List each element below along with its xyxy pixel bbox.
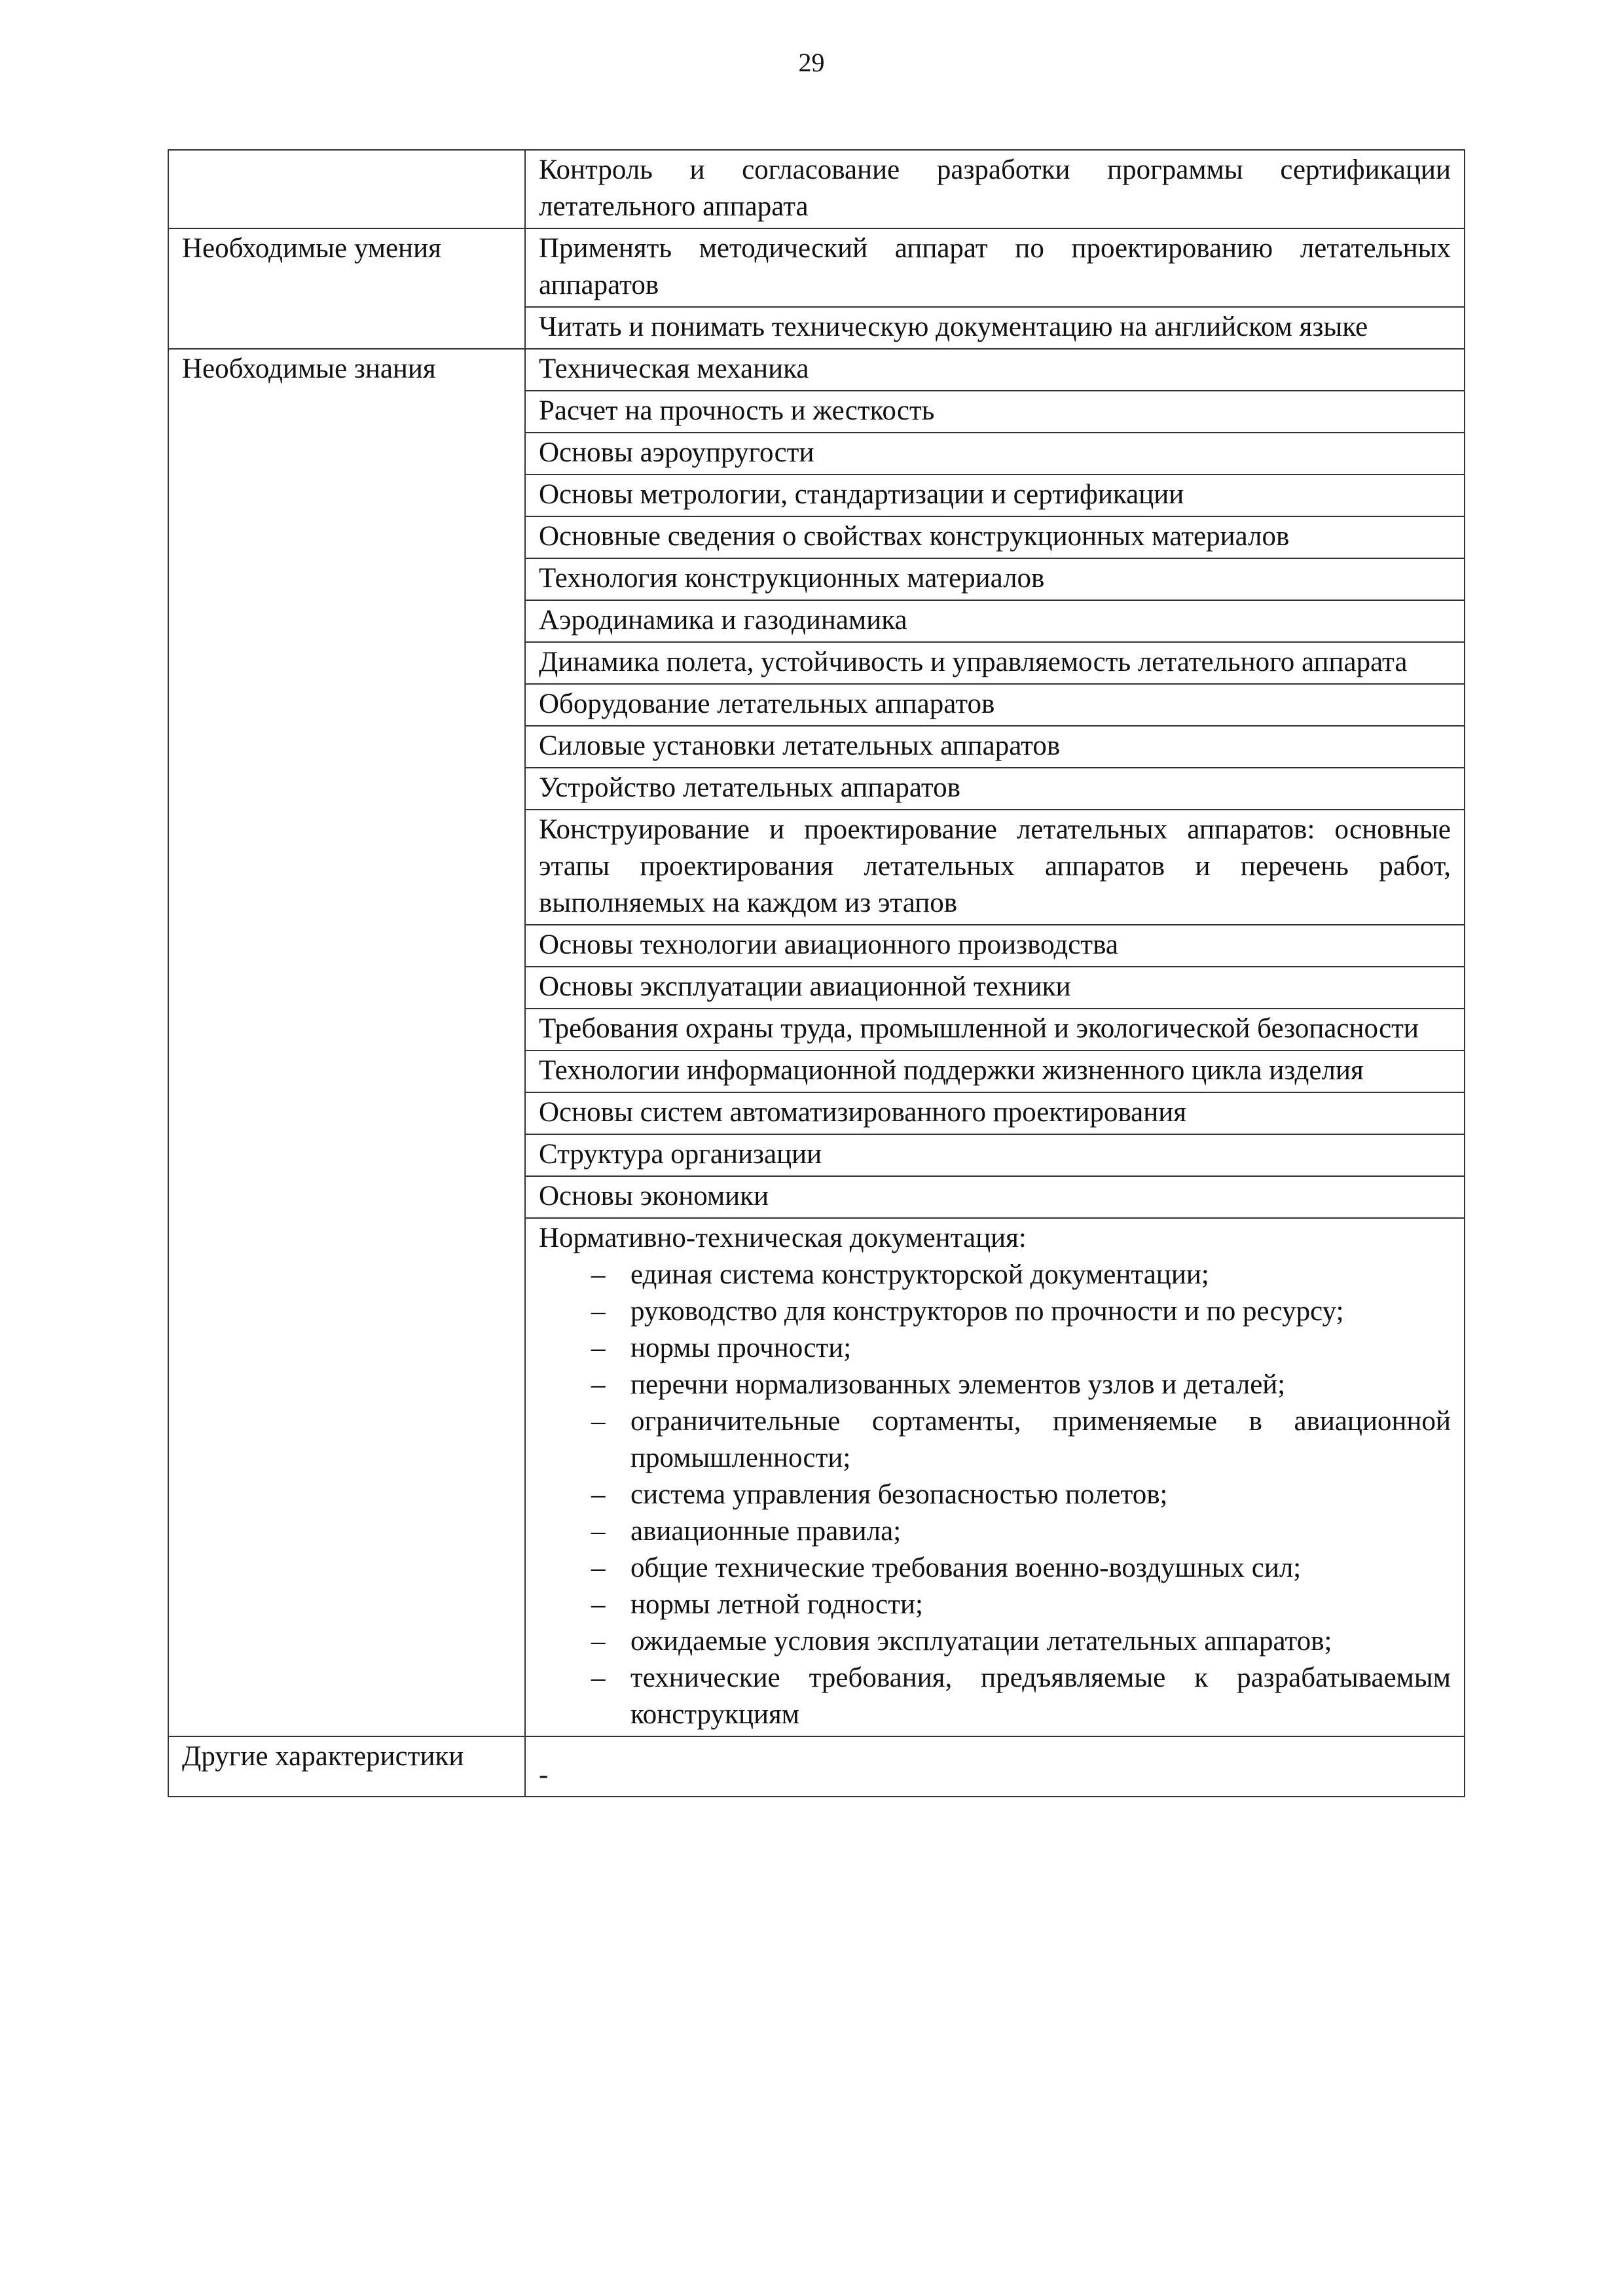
list-item: – технические требования, предъявляемые к разрабатываемым конструкциям [591, 1660, 1451, 1733]
knowledge-item: Устройство летательных аппаратов [525, 768, 1465, 810]
knowledge-label: Необходимые знания [168, 349, 525, 1736]
normative-docs-list [539, 1257, 1451, 1733]
page-number: 29 [798, 48, 825, 77]
dash-marker: – [591, 1259, 606, 1290]
dash-marker: – [591, 1296, 606, 1327]
knowledge-item: Основы экономики [525, 1176, 1465, 1218]
normative-docs-title: Нормативно-техническая документация: [539, 1223, 1027, 1253]
dash-marker: – [591, 1369, 606, 1400]
table-row [168, 228, 1465, 307]
knowledge-item: Основные сведения о свойствах конструкционных материалов [525, 516, 1465, 558]
list-item: – система управления безопасностью полетов; [591, 1477, 1451, 1513]
labor-action-cell: Контроль и согласование разработки программы сертификации летательного аппарата [525, 150, 1465, 228]
skill-item: Применять методический аппарат по проектированию летательных аппаратов [525, 228, 1465, 307]
knowledge-item: Технология конструкционных материалов [525, 558, 1465, 600]
skill-item: Читать и понимать техническую документацию на английском языке [525, 307, 1465, 349]
list-item: – нормы летной годности; [591, 1587, 1451, 1623]
characteristics-table [168, 149, 1465, 1797]
knowledge-item: Основы аэроупругости [525, 433, 1465, 475]
knowledge-item: Основы эксплуатации авиационной техники [525, 967, 1465, 1009]
dash-marker: – [591, 1552, 606, 1583]
list-item: – нормы прочности; [591, 1330, 1451, 1367]
dash-marker: – [591, 1626, 606, 1657]
table-row [168, 150, 1465, 228]
knowledge-item: Техническая механика [525, 349, 1465, 391]
dash-marker: – [591, 1406, 606, 1437]
normative-docs-cell [525, 1218, 1465, 1736]
other-characteristics-value: - [525, 1736, 1465, 1797]
skills-label: Необходимые умения [168, 228, 525, 349]
empty-label-cell [168, 150, 525, 228]
knowledge-item: Динамика полета, устойчивость и управляемость летательного аппарата [525, 642, 1465, 684]
knowledge-item: Оборудование летательных аппаратов [525, 684, 1465, 726]
knowledge-item: Силовые установки летательных аппаратов [525, 726, 1465, 768]
table-row [168, 349, 1465, 391]
dash-marker: – [591, 1333, 606, 1363]
knowledge-item: Конструирование и проектирование летательных аппаратов: основные этапы проектирования летательных аппаратов и перечень работ, выполняемых на каждом из этапов [525, 810, 1465, 925]
knowledge-item: Технологии информационной поддержки жизненного цикла изделия [525, 1050, 1465, 1092]
list-item: – единая система конструкторской документации; [591, 1257, 1451, 1293]
dash-marker: – [591, 1516, 606, 1547]
table-row [168, 1736, 1465, 1797]
list-item: – общие технические требования военно-воздушных сил; [591, 1550, 1451, 1587]
list-item: – руководство для конструкторов по прочности и по ресурсу; [591, 1293, 1451, 1330]
knowledge-item: Аэродинамика и газодинамика [525, 600, 1465, 642]
dash-marker: – [591, 1589, 606, 1620]
list-item: – перечни нормализованных элементов узлов и деталей; [591, 1367, 1451, 1403]
knowledge-item: Основы метрологии, стандартизации и сертификации [525, 475, 1465, 516]
list-item: – авиационные правила; [591, 1513, 1451, 1550]
other-characteristics-label: Другие характеристики [168, 1736, 525, 1797]
dash-marker: – [591, 1662, 606, 1693]
knowledge-item: Структура организации [525, 1134, 1465, 1176]
knowledge-item: Расчет на прочность и жесткость [525, 391, 1465, 433]
list-item: – ограничительные сортаменты, применяемые в авиационной промышленности; [591, 1403, 1451, 1477]
knowledge-item: Основы систем автоматизированного проектирования [525, 1092, 1465, 1134]
knowledge-item: Требования охраны труда, промышленной и экологической безопасности [525, 1009, 1465, 1050]
list-item: – ожидаемые условия эксплуатации летательных аппаратов; [591, 1623, 1451, 1660]
knowledge-item: Основы технологии авиационного производства [525, 925, 1465, 967]
dash-marker: – [591, 1479, 606, 1510]
